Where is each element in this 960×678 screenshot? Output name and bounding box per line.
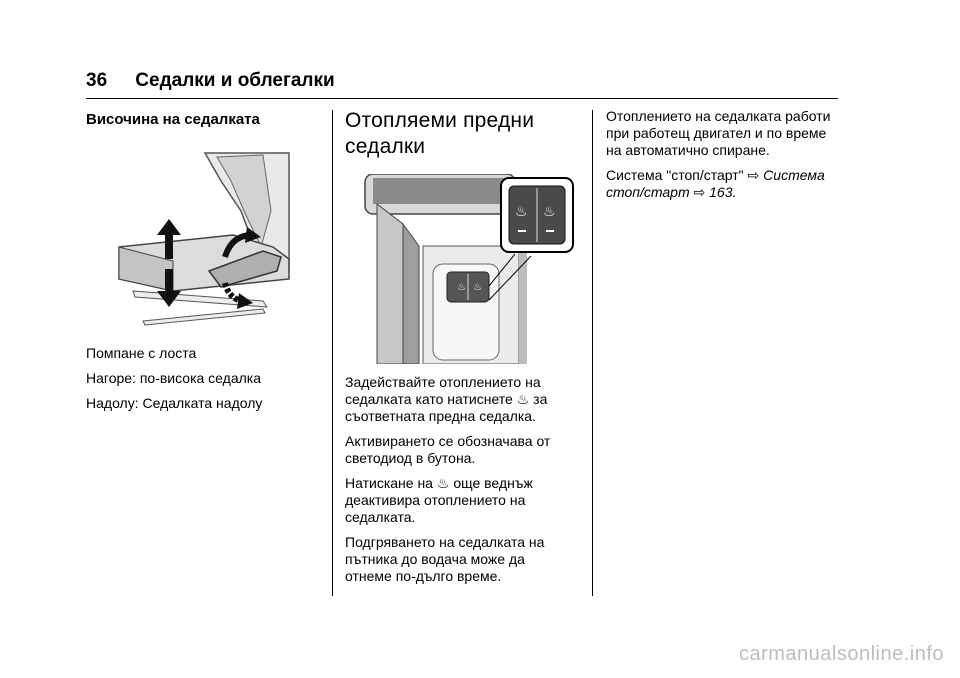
stop-start-link[interactable]: Система <box>763 167 825 183</box>
column-divider-1 <box>332 110 333 596</box>
header-rule <box>86 98 838 99</box>
paragraph-operation-line1: Отоплението на седалката работи <box>606 108 831 124</box>
paragraph-passenger-line1: Подгряването на седалката на <box>345 534 545 550</box>
column-seat-heat-operation <box>606 108 838 201</box>
seat-height-illustration <box>113 151 291 329</box>
paragraph-activate-line2: седалката като натиснете ♨ за <box>345 391 548 407</box>
paragraph-passenger-line3: отнеме по-дълго време. <box>345 568 502 584</box>
paragraph-stop-start-line2 <box>606 184 838 201</box>
stop-start-link-cont[interactable]: стоп/старт <box>606 184 690 200</box>
paragraph-operation-line2: при работещ двигател и по време <box>606 125 827 141</box>
heated-seats-heading-line1: Отопляеми предни <box>345 109 535 132</box>
paragraph-activate-line1: Задействайте отоплението на <box>345 374 541 390</box>
seat-heat-icon: ♨ <box>515 204 528 220</box>
reference-arrow-icon: ⇨ <box>693 184 706 200</box>
paragraph-activate-line3: съответната предна седалка. <box>345 408 536 424</box>
column-divider-2 <box>592 110 593 596</box>
paragraph-passenger-line2: пътника до водача може да <box>345 551 525 567</box>
seat-height-heading: Височина на седалката <box>86 111 260 128</box>
paragraph-deactivate-line1: Натискане на ♨ още веднъж <box>345 475 533 491</box>
paragraph-deactivate-line2: деактивира отоплението на <box>345 492 526 508</box>
paragraph-pump-lever: Помпане с лоста <box>86 345 197 361</box>
page-reference[interactable]: 163. <box>709 184 737 200</box>
seat-heat-icon: ♨ <box>543 204 556 220</box>
page-number: 36 <box>86 70 108 91</box>
watermark: carmanualsonline.info <box>738 643 944 665</box>
page-header <box>86 70 335 92</box>
paragraph-led-line2: светодиод в бутона. <box>345 450 476 466</box>
seat-heat-icon: ♨ <box>516 391 530 407</box>
heated-seat-buttons-illustration <box>363 174 575 364</box>
column-heated-seats <box>345 108 577 585</box>
paragraph-led-line1: Активирането се обозначава от <box>345 433 551 449</box>
paragraph-stop-start-line1: Система "стоп/старт" ⇨ Система <box>606 167 825 183</box>
heated-seats-heading-line2: седалки <box>345 135 426 158</box>
paragraph-up: Нагоре: по-висока седалка <box>86 370 261 386</box>
column-seat-height <box>86 106 316 412</box>
svg-text:♨: ♨ <box>473 282 482 293</box>
page-section-title: Седалки и облегалки <box>135 70 335 91</box>
paragraph-deactivate-line3: седалката. <box>345 509 416 525</box>
svg-text:♨: ♨ <box>457 282 466 293</box>
seat-heat-icon: ♨ <box>436 475 450 491</box>
paragraph-operation-line3: на автоматично спиране. <box>606 142 770 158</box>
paragraph-down: Надолу: Седалката надолу <box>86 395 263 411</box>
reference-arrow-icon: ⇨ <box>747 167 760 183</box>
